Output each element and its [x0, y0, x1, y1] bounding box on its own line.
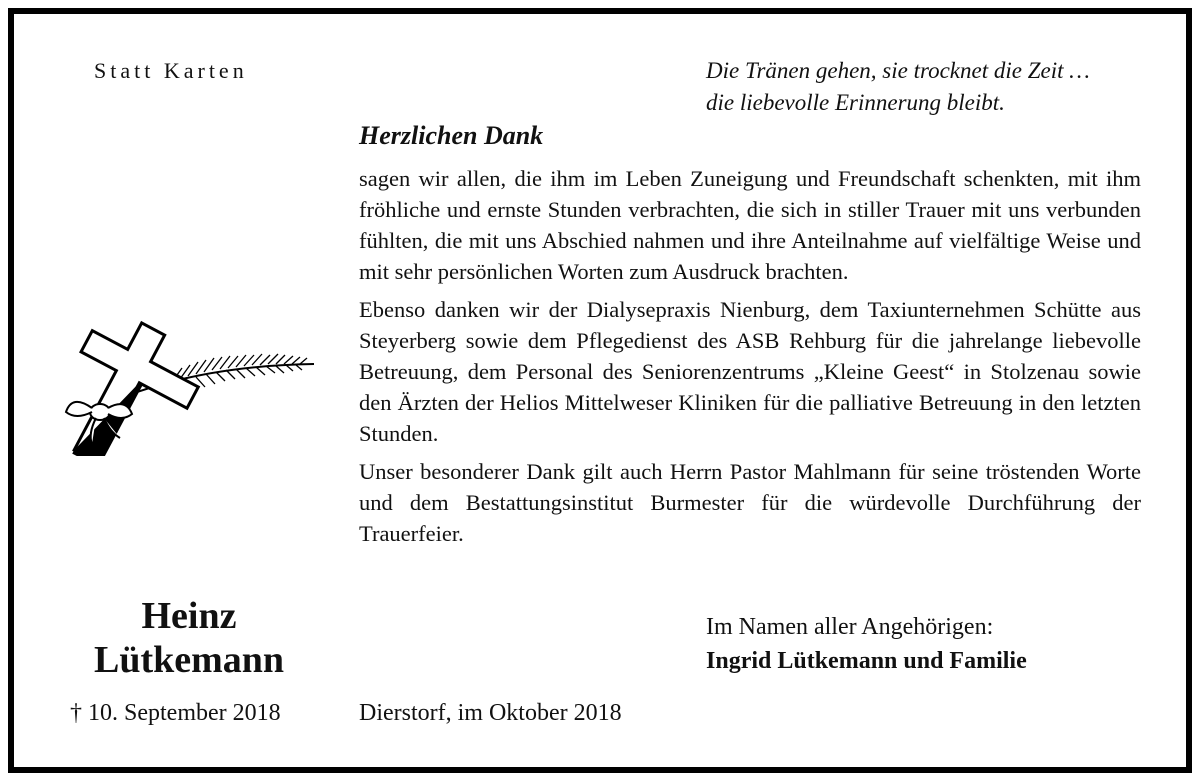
- motto-line-1: Die Tränen gehen, sie trocknet die Zeit …: [706, 58, 1090, 83]
- thanks-body: [359, 163, 1141, 556]
- thanks-paragraph-2: Ebenso danken wir der Dialysepraxis Nienburg, dem Taxiunternehmen Schütte aus Steyerberg sowie dem Pflegedienst des ASB Rehburg für die jahrelange liebevolle Betreuung, dem Personal des Seniorenzentrums „Kleine Geest“ in Stolzenau sowie den Ärzten der Helios Mittelweser Kliniken für die palliative Betreuung in den letzten Stunden.: [359, 297, 1141, 446]
- deceased-first-name: Heinz: [141, 595, 237, 637]
- thanks-paragraph-3: Unser besonderer Dank gilt auch Herrn Pastor Mahlmann für seine tröstenden Worte und dem Bestattungsinstitut Burmester für die würdevolle Durchführung der Trauerfeier.: [359, 459, 1141, 546]
- statt-karten-label: Statt Karten: [94, 58, 248, 83]
- obituary-card: [8, 8, 1192, 773]
- deceased-last-name: Lütkemann: [93, 639, 285, 681]
- deceased-name: [54, 594, 324, 682]
- motto-line-2: die liebevolle Erinnerung bleibt.: [706, 90, 1005, 115]
- signoff: [706, 610, 1027, 678]
- death-date: † 10. September 2018: [70, 700, 281, 726]
- signoff-family: Ingrid Lütkemann und Familie: [706, 648, 1027, 674]
- motto: [706, 55, 1090, 119]
- thanks-heading: Herzlichen Dank: [359, 121, 544, 150]
- signoff-intro: Im Namen aller Angehörigen:: [706, 614, 994, 640]
- cross-with-palm-icon: [52, 316, 322, 461]
- thanks-paragraph-1: sagen wir allen, die ihm im Leben Zuneigung und Freundschaft schenkten, mit ihm fröhliche und ernste Stunden verbrachten, die sich in stiller Trauer mit uns verbunden fühlten, die mit uns Abschied nahmen und ihre Anteilnahme auf vielfältige Weise und mit sehr persönlichen Worten zum Ausdruck brachten.: [359, 166, 1141, 284]
- place-date: Dierstorf, im Oktober 2018: [359, 700, 622, 726]
